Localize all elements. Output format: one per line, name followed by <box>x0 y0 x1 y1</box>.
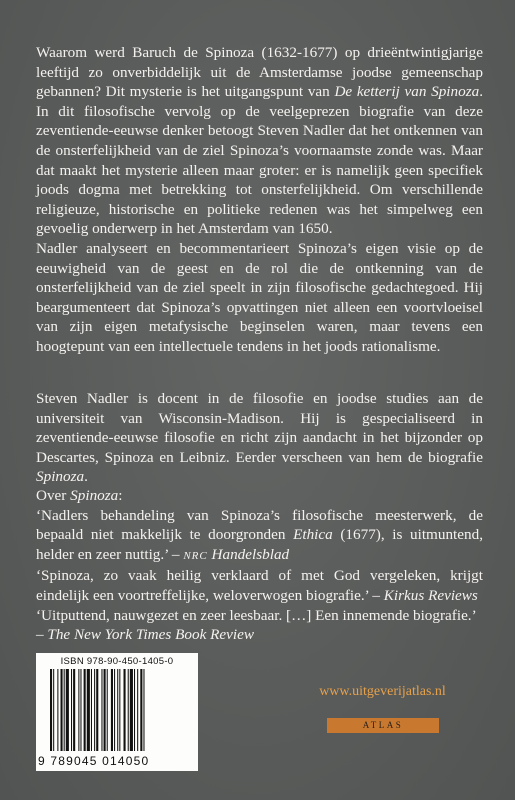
barcode-bar <box>73 669 75 751</box>
review-3-text: ‘Uitputtend, nauwgezet en zeer leesbaar. […] Een innemende biografie.’ <box>36 606 477 624</box>
barcode-bar <box>91 669 92 751</box>
previous-book-title: Spinoza <box>36 468 85 486</box>
author-bio <box>36 389 483 487</box>
barcode-bar <box>87 669 90 751</box>
review-1 <box>36 506 483 567</box>
reviews-heading-colon: : <box>118 487 123 504</box>
isbn-label: ISBN 978-90-450-1405-0 <box>60 656 174 667</box>
barcode-bar <box>130 669 133 751</box>
reviews-heading <box>36 486 483 506</box>
barcode-bar <box>78 669 79 751</box>
barcode-bar <box>84 669 86 751</box>
blurb-paragraph-2: Nadler analyseert en becommentarieert Spinoza’s eigen visie op de eeuwigheid van de geest en de rol die de ontkenning van de onsterfelijkheid van de ziel speelt in zijn filosofische gedachtegoed. Hij beargumenteert dat Spinoza’s opvattingen niet alleen een voortvloeisel van zijn eigen metafysische beginselen waren, maar tevens een hoogtepunt van een intellectuele tendens in het joods rationalisme. <box>36 239 483 355</box>
barcode-bar <box>119 669 120 751</box>
barcode-bar <box>104 669 106 751</box>
blurb-paragraph-1 <box>36 43 483 239</box>
barcode-bar <box>140 669 142 751</box>
barcode-bar <box>111 669 113 751</box>
review-1-text: (1677), is uitmuntend, helder en zeer nuttig.’ – <box>36 526 483 563</box>
barcode-bar <box>128 669 129 751</box>
barcode-bar <box>117 669 118 751</box>
book-title: De ketterij van Spinoza <box>334 83 480 101</box>
reviews-heading-title: Spinoza <box>70 487 119 504</box>
blurb <box>36 43 483 357</box>
reviews <box>36 486 483 645</box>
barcode-bar <box>94 669 95 751</box>
barcode-bar <box>61 669 63 751</box>
ean-digits: 9 789045 014050 <box>38 754 150 768</box>
review-1-work-title: Ethica <box>293 526 333 544</box>
blurb-text: . In dit filosofische vervolg op de veelgeprezen biografie van deze zeventiende-eeuwse denker betoogt Steven Nadler dat het ontkennen van de onsterfelijkheid van de ziel Spinoza’s voornaamste zonde was. Maar dat maakt het mysterie alleen maar groter: er is namelijk geen specifiek joods dogma met betrekking tot onsterfelijkheid. Om verschillende religieuze, historische en politieke redenen was het simpelweg een gevoelig onderwerp in het Amsterdam van 1650. <box>36 83 484 238</box>
barcode-bar <box>71 669 72 751</box>
author-bio-paragraph <box>36 389 483 487</box>
barcode-bar <box>57 669 58 751</box>
barcode-bar <box>80 669 81 751</box>
review-3-source: – The New York Times Book Review <box>36 626 254 644</box>
review-2-text: ‘Spinoza, zo vaak heilig verklaard of met God vergeleken, krijgt eindelijk een voortreffelijke, weloverwogen biografie.’ – <box>36 567 483 604</box>
barcode-bar <box>101 669 102 751</box>
review-1-text: ‘Nadlers behandeling van Spinoza’s filosofische meesterwerk, de bepaald niet makkelijk te doorgronden <box>36 506 483 544</box>
reviews-heading-text: Over <box>36 487 71 504</box>
barcode-bar <box>124 669 126 751</box>
barcode-bar <box>114 669 115 751</box>
review-1-source: Handelsblad <box>207 545 290 563</box>
barcode-bar <box>66 669 69 751</box>
publisher-logo: ATLAS <box>327 718 439 733</box>
review-1-source: NRC <box>183 549 208 562</box>
review-2 <box>36 566 483 605</box>
author-bio-text: . <box>84 468 88 486</box>
barcode-bar <box>107 669 108 751</box>
barcode-bar <box>96 669 98 751</box>
barcode-bar <box>53 669 54 751</box>
barcode-bar <box>134 669 135 751</box>
barcode-bar <box>64 669 65 751</box>
barcode-bar <box>143 669 144 751</box>
isbn-barcode <box>36 653 198 771</box>
author-bio-text: Steven Nadler is docent in de filosofie en joodse studies aan de universiteit van Wisconsin-Madison. Hij is gespecialiseerd in zeventiende-eeuwse filosofie en richt zijn aandacht in het bijzonder op Descartes, Spinoza en Leibniz. Eerder verscheen van hem de biografie <box>36 390 483 466</box>
review-3 <box>36 606 483 645</box>
review-2-source: Kirkus Reviews <box>383 586 478 604</box>
barcode-bar <box>137 669 138 751</box>
blurb-text: Waarom werd Baruch de Spinoza (1632-1677) op drieëntwintigjarige leeftijd zo onverbiddelijk uit de Amsterdamse joodse gemeenschap gebannen? Dit mysterie is het uitgangspunt van <box>36 44 483 101</box>
barcode-bars <box>50 669 188 751</box>
publisher-website: www.uitgeverijatlas.nl <box>319 684 446 699</box>
barcode-bar <box>50 669 52 751</box>
